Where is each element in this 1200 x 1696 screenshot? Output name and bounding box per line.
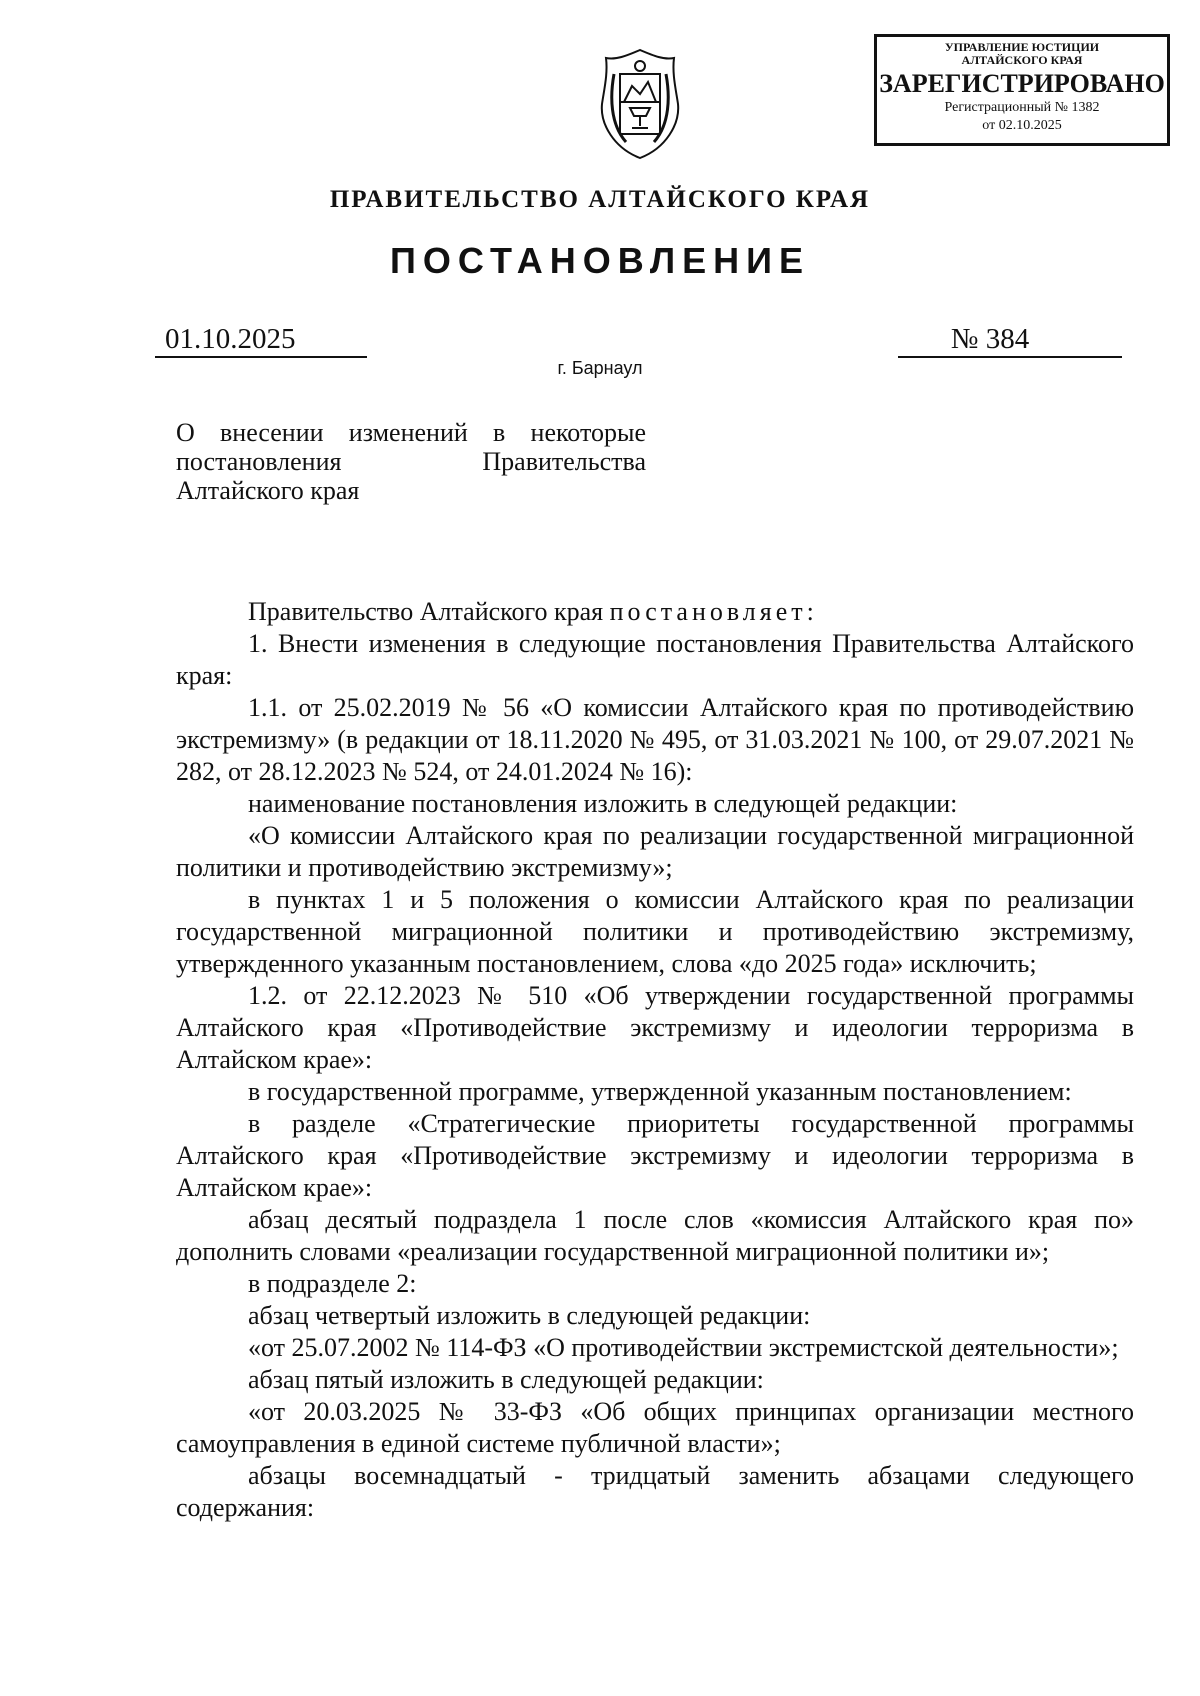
stamp-status: ЗАРЕГИСТРИРОВАНО: [879, 69, 1165, 98]
document-body: [176, 596, 1134, 1524]
body-paragraph: абзац пятый изложить в следующей редакции:: [248, 1365, 764, 1394]
document-type-heading: ПОСТАНОВЛЕНИЕ: [390, 240, 810, 281]
body-paragraph: абзац четвертый изложить в следующей редакции:: [248, 1301, 811, 1330]
body-paragraph: абзац десятый подраздела 1 после слов «комиссия Алтайского края по» дополнить словами «реализации государственной миграционной политики и»;: [176, 1205, 1134, 1266]
document-title: [176, 418, 646, 505]
registration-stamp: [874, 34, 1170, 146]
body-paragraph: «от 25.07.2002 № 114-ФЗ «О противодействии экстремистской деятельности»;: [248, 1333, 1119, 1362]
stamp-org-line2: АЛТАЙСКОГО КРАЯ: [961, 53, 1083, 67]
body-paragraph: 1.2. от 22.12.2023 № 510 «Об утверждении государственной программы Алтайского края «Противодействие экстремизму и идеологии терроризма в Алтайском крае»:: [176, 981, 1134, 1074]
body-paragraph: «от 20.03.2025 № 33-ФЗ «Об общих принципах организации местного самоуправления в единой системе публичной власти»;: [176, 1397, 1134, 1458]
government-heading: ПРАВИТЕЛЬСТВО АЛТАЙСКОГО КРАЯ: [329, 186, 871, 213]
body-paragraph: в пунктах 1 и 5 положения о комиссии Алтайского края по реализации государственной миграционной политики и противодействию экстремизму, утвержденного указанным постановлением, слова «до 2025 года» исключить;: [176, 885, 1134, 978]
body-paragraph: «О комиссии Алтайского края по реализации государственной миграционной политики и противодействию экстремизму»;: [176, 821, 1134, 882]
intro-prefix: Правительство Алтайского края: [248, 597, 610, 626]
coat-of-arms-emblem-icon: [586, 44, 694, 164]
intro-verb: постановляет: [609, 597, 807, 626]
body-paragraph: в государственной программе, утвержденной указанным постановлением:: [248, 1077, 1072, 1106]
body-paragraph: абзацы восемнадцатый - тридцатый заменить абзацами следующего содержания:: [176, 1461, 1134, 1522]
title-line: О внесении изменений в некоторые: [176, 418, 646, 447]
document-city: г. Барнаул: [557, 358, 643, 378]
document-number: № 384: [898, 322, 1122, 358]
intro-suffix: :: [806, 597, 814, 626]
intro-paragraph: [176, 596, 1134, 628]
title-line: постановления Правительства: [176, 447, 646, 476]
stamp-reg-date: от 02.10.2025: [982, 118, 1062, 133]
body-paragraph: 1. Внести изменения в следующие постановления Правительства Алтайского края:: [176, 629, 1134, 690]
body-paragraph: в разделе «Стратегические приоритеты государственной программы Алтайского края «Противодействие экстремизму и идеологии терроризма в Алтайском крае»:: [176, 1109, 1134, 1202]
body-paragraph: 1.1. от 25.02.2019 № 56 «О комиссии Алтайского края по противодействию экстремизму» (в редакции от 18.11.2020 № 495, от 31.03.2021 № 100, от 29.07.2021 № 282, от 28.12.2023 № 524, от 24.01.2024 № 16):: [176, 693, 1134, 786]
stamp-reg-number: Регистрационный № 1382: [944, 100, 1100, 115]
body-paragraph: наименование постановления изложить в следующей редакции:: [248, 789, 958, 818]
stamp-org-line1: УПРАВЛЕНИЕ ЮСТИЦИИ: [944, 40, 1100, 54]
title-line: Алтайского края: [176, 476, 360, 505]
document-date: 01.10.2025: [155, 322, 367, 358]
body-paragraph: в подразделе 2:: [248, 1269, 417, 1298]
